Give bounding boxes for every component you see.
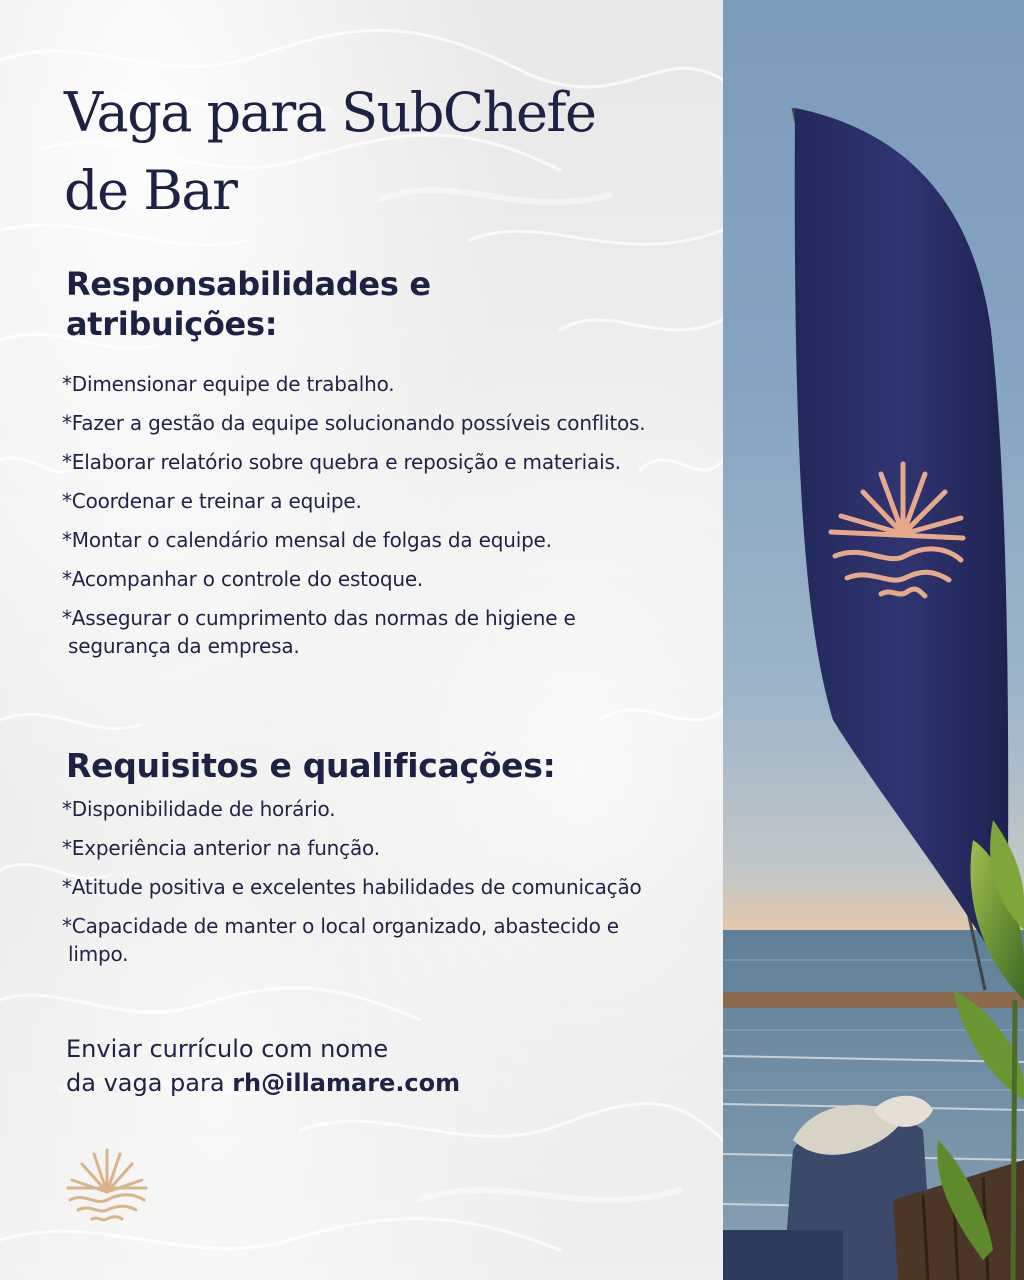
list-item: *Elaborar relatório sobre quebra e reposição e materiais. (62, 450, 621, 474)
contact-line2-prefix: da vaga para (66, 1069, 233, 1097)
list-item: *Experiência anterior na função. (62, 836, 380, 860)
list-item: *Fazer a gestão da equipe solucionando possíveis conflitos. (62, 411, 646, 435)
responsibilities-heading-line1: Responsabilidades e (66, 265, 431, 303)
list-item: *Atitude positiva e excelentes habilidades de comunicação (62, 875, 642, 899)
job-title (64, 74, 664, 230)
contact-instructions (66, 1032, 626, 1100)
list-item: *Capacidade de manter o local organizado, abastecido e limpo. (62, 914, 619, 966)
requirements-list (62, 795, 662, 979)
list-item: *Disponibilidade de horário. (62, 797, 336, 821)
sun-over-waves-icon (66, 1146, 148, 1224)
contact-email[interactable]: rh@illamare.com (232, 1069, 461, 1097)
requirements-heading: Requisitos e qualificações: (66, 746, 556, 785)
list-item: *Coordenar e treinar a equipe. (62, 489, 362, 513)
job-title-line1: Vaga para SubChefe (64, 81, 596, 144)
list-item: *Acompanhar o controle do estoque. (62, 567, 424, 591)
job-title-line2: de Bar (64, 159, 237, 222)
list-item: *Dimensionar equipe de trabalho. (62, 372, 395, 396)
responsibilities-heading (66, 264, 546, 344)
photo-panel (723, 0, 1024, 1280)
responsibilities-heading-line2: atribuições: (66, 305, 278, 343)
railing (723, 992, 1024, 1008)
contact-line1: Enviar currículo com nome (66, 1035, 389, 1063)
beach-flag-photo (723, 0, 1024, 1280)
list-item: *Assegurar o cumprimento das normas de higiene e segurança da empresa. (62, 606, 576, 658)
responsibilities-list (62, 370, 662, 671)
list-item: *Montar o calendário mensal de folgas da equipe. (62, 528, 552, 552)
